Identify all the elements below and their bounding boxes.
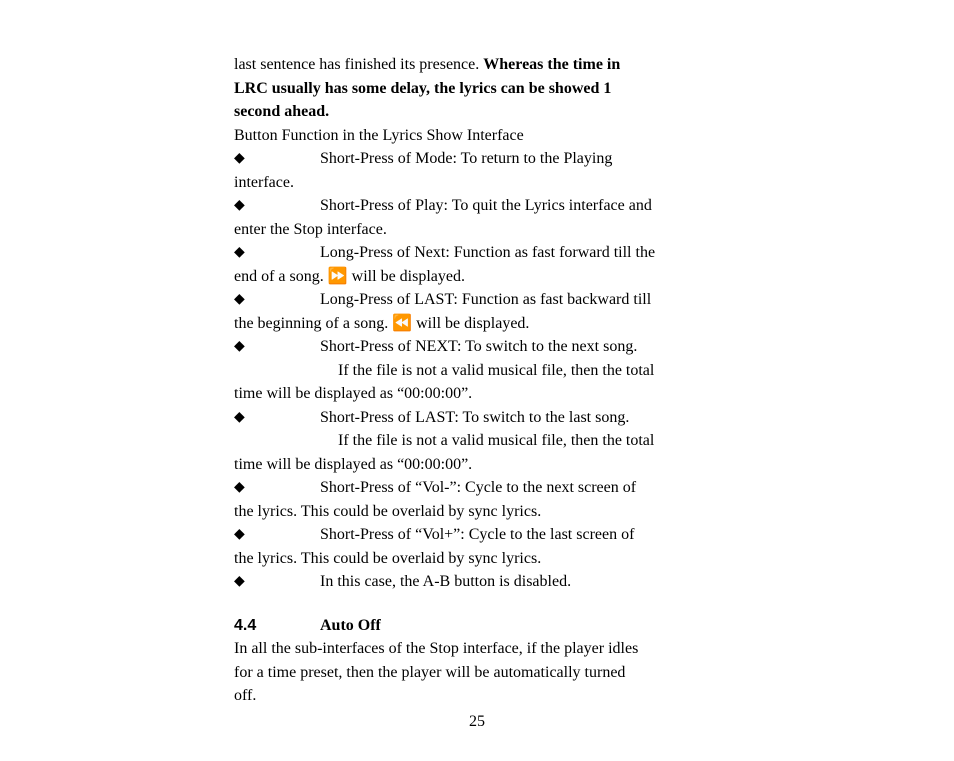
bullet-note: If the file is not a valid musical file, then the total <box>338 361 655 379</box>
bullet-continuation: the lyrics. This could be overlaid by sync lyrics. <box>234 549 542 567</box>
bullet-item <box>234 570 720 594</box>
diamond-bullet-icon: ◆ <box>234 408 245 425</box>
bullet-item <box>234 523 720 570</box>
diamond-bullet-icon: ◆ <box>234 338 245 354</box>
paragraph-line: for a time preset, then the player will be automatically turned <box>234 663 626 681</box>
paragraph-line: off. <box>234 687 257 704</box>
section-heading-auto-off <box>234 614 720 638</box>
bullet-item <box>234 406 720 477</box>
intro-plain-text: last sentence has finished its presence. <box>234 56 480 73</box>
bullet-continuation: interface. <box>234 173 294 191</box>
bullet-continuation: time will be displayed as “00:00:00”. <box>234 385 473 402</box>
bullet-note: If the file is not a valid musical file, then the total <box>338 432 655 449</box>
button-function-heading: Button Function in the Lyrics Show Interface <box>234 126 524 144</box>
bullet-text: In this case, the A-B button is disabled. <box>320 573 572 590</box>
auto-off-paragraph <box>234 637 720 708</box>
bullet-item <box>234 147 720 194</box>
bullet-text: Short-Press of “Vol-”: Cycle to the next screen of <box>320 479 637 496</box>
bullet-text: Long-Press of Next: Function as fast forward till the <box>320 244 656 261</box>
bullet-item <box>234 194 720 241</box>
paragraph-line: In all the sub-interfaces of the Stop interface, if the player idles <box>234 640 639 657</box>
bullet-continuation: the beginning of a song. ⏪ will be displayed. <box>234 314 530 332</box>
bullet-item <box>234 241 720 288</box>
bullet-item <box>234 476 720 523</box>
bullet-continuation: time will be displayed as “00:00:00”. <box>234 455 473 473</box>
diamond-bullet-icon: ◆ <box>234 244 245 260</box>
diamond-bullet-icon: ◆ <box>234 573 245 589</box>
document-page <box>234 53 720 708</box>
intro-line-1 <box>234 53 720 77</box>
section-title: Auto Off <box>320 616 381 634</box>
diamond-bullet-icon: ◆ <box>234 150 245 166</box>
section-number: 4.4 <box>234 616 257 634</box>
bullet-text: Short-Press of LAST: To switch to the last song. <box>320 408 630 426</box>
intro-line-2: LRC usually has some delay, the lyrics can be showed 1 <box>234 79 612 97</box>
bullet-continuation: the lyrics. This could be overlaid by sync lyrics. <box>234 502 542 520</box>
bullet-item <box>234 288 720 335</box>
bullet-item <box>234 335 720 406</box>
intro-bold-text: Whereas the time in <box>483 56 621 73</box>
diamond-bullet-icon: ◆ <box>234 479 245 495</box>
bullet-text: Long-Press of LAST: Function as fast backward till <box>320 291 652 308</box>
bullet-continuation: enter the Stop interface. <box>234 220 387 238</box>
diamond-bullet-icon: ◆ <box>234 291 245 307</box>
diamond-bullet-icon: ◆ <box>234 197 245 213</box>
bullet-continuation: end of a song. ⏩ will be displayed. <box>234 267 465 285</box>
intro-line-3: second ahead. <box>234 103 330 120</box>
diamond-bullet-icon: ◆ <box>234 526 245 542</box>
bullet-text: Short-Press of “Vol+”: Cycle to the last screen of <box>320 526 635 543</box>
bullet-text: Short-Press of Play: To quit the Lyrics interface and <box>320 197 652 214</box>
bullet-text: Short-Press of NEXT: To switch to the next song. <box>320 338 638 355</box>
bullet-list <box>234 147 720 594</box>
page-number: 25 <box>469 713 485 730</box>
bullet-text: Short-Press of Mode: To return to the Playing <box>320 150 613 167</box>
